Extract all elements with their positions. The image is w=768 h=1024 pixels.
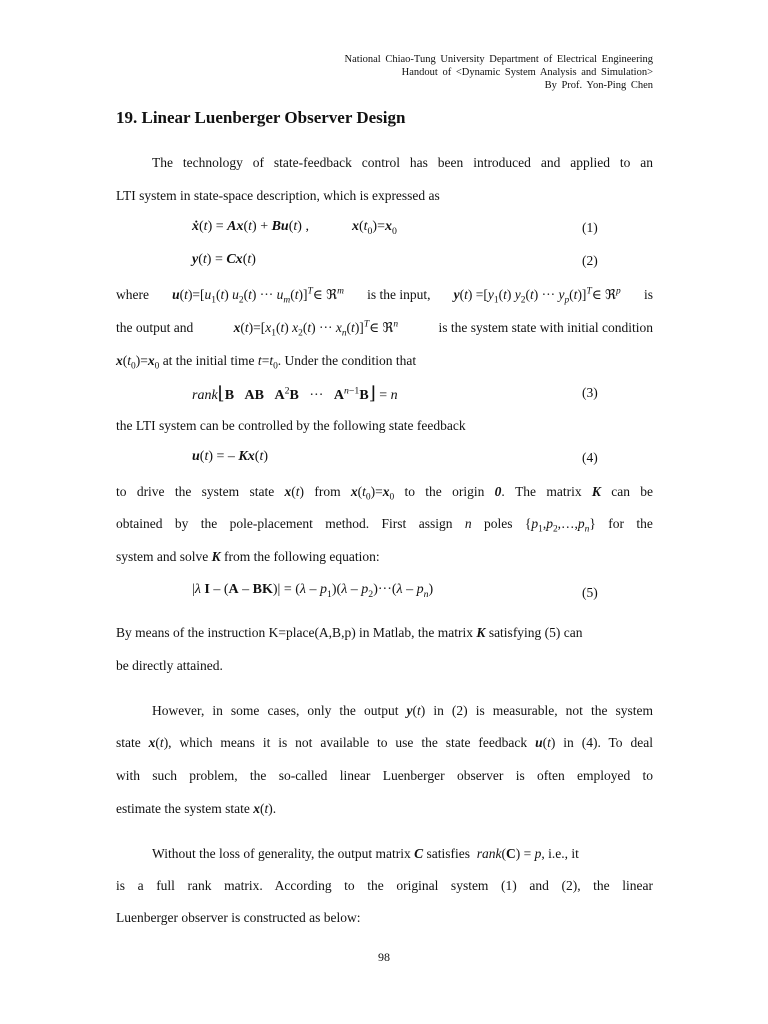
output-line-tail: is the system state with initial condition: [438, 320, 653, 335]
output-line-lead: the output and: [116, 320, 194, 335]
where-line: where $u(t)=[u_1(t)$ $u_2(t)$ ··· $u_m(t)]^T\in$ ℜ$^m$ is the input, $y(t) =[y_1(t)$ $y_2(t)$ ··· $y_p(t)]^T\in$ ℜ$^p$ is: [116, 286, 653, 306]
header-course: Handout of <Dynamic System Analysis and Simulation>: [401, 67, 653, 78]
equation-number-3: (3): [582, 385, 598, 400]
equation-number-1: (1): [582, 220, 598, 235]
equation-4: u(t) = – Kx(t): [192, 449, 268, 464]
paragraph-3-line-4: estimate the system state x(t).: [116, 801, 277, 816]
equation-number-2: (2): [582, 253, 598, 268]
lti-controlled-line: the LTI system can be controlled by the following state feedback: [116, 418, 466, 433]
place-line: By means of the instruction K=place(A,B,p) in Matlab, the matrix K satisfying (5) can: [116, 625, 583, 640]
equation-2: y(t) = Cx(t): [192, 252, 256, 267]
paragraph-4-line-1: Without the loss of generality, the output matrix C satisfies rank(C) = p, i.e., it: [152, 846, 579, 861]
paragraph-4-line-2: is a full rank matrix. According to the original system (1) and (2), the linear: [116, 878, 653, 893]
paragraph-3-line-3: with such problem, the so-called linear Luenberger observer is often employed to: [116, 768, 653, 783]
initial-condition-line: $x(t_0)=x_0$ at the initial time $t=t_0$. Under the condition that: [116, 353, 417, 372]
section-title: 19. Linear Luenberger Observer Design: [116, 108, 406, 127]
equation-5: |λ $I - (A - BK)| = (\lambda - p_1)(\lambda - p_2)\cdot\cdot\cdot(\lambda - p_n)$: [192, 582, 434, 600]
where-line-tail: is the input,: [367, 287, 431, 302]
pole-placement-line: obtained by the pole-placement method. First assign n poles $\{p_1,p_2,\dots,p_n\}$ for the: [116, 516, 653, 535]
paragraph-3-line-2: state x(t), which means it is not available to use the state feedback u(t) in (4). To deal: [116, 735, 653, 750]
output-line: the output and $x(t)=[x_1(t)$ $x_2(t)$ ··· $x_n(t)]^T\in$ ℜ$^n$ is the system state with initial condition: [116, 319, 653, 339]
equation-3: rank⌊B AB $A^2B$ ··· $A^{n-1}B⌋ = n$: [192, 383, 398, 403]
paragraph-4-line-3: Luenberger observer is constructed as below:: [116, 910, 361, 925]
page-number: 98: [378, 950, 390, 964]
paragraph-3-line-1: However, in some cases, only the output y(t) in (2) is measurable, not the system: [152, 703, 653, 718]
equation-1: ẋ(t) = Ax(t) + Bu(t) , $x(t_0)=x_0$: [192, 219, 397, 237]
paragraph-1-line-2: LTI system in state-space description, which is expressed as: [116, 188, 440, 203]
equation-number-4: (4): [582, 450, 598, 465]
attained-line: be directly attained.: [116, 658, 223, 673]
paragraph-1-line-1: The technology of state-feedback control has been introduced and applied to an: [152, 155, 653, 170]
solve-line: system and solve K from the following equation:: [116, 549, 380, 564]
header-author: By Prof. Yon-Ping Chen: [544, 80, 653, 91]
equation-number-5: (5): [582, 585, 598, 600]
header-university: National Chiao-Tung University Department of Electrical Engineering: [344, 54, 653, 65]
drive-line: to drive the system state x(t) from $x(t_0)=x_0$ to the origin 0. The matrix K can be: [116, 484, 653, 503]
